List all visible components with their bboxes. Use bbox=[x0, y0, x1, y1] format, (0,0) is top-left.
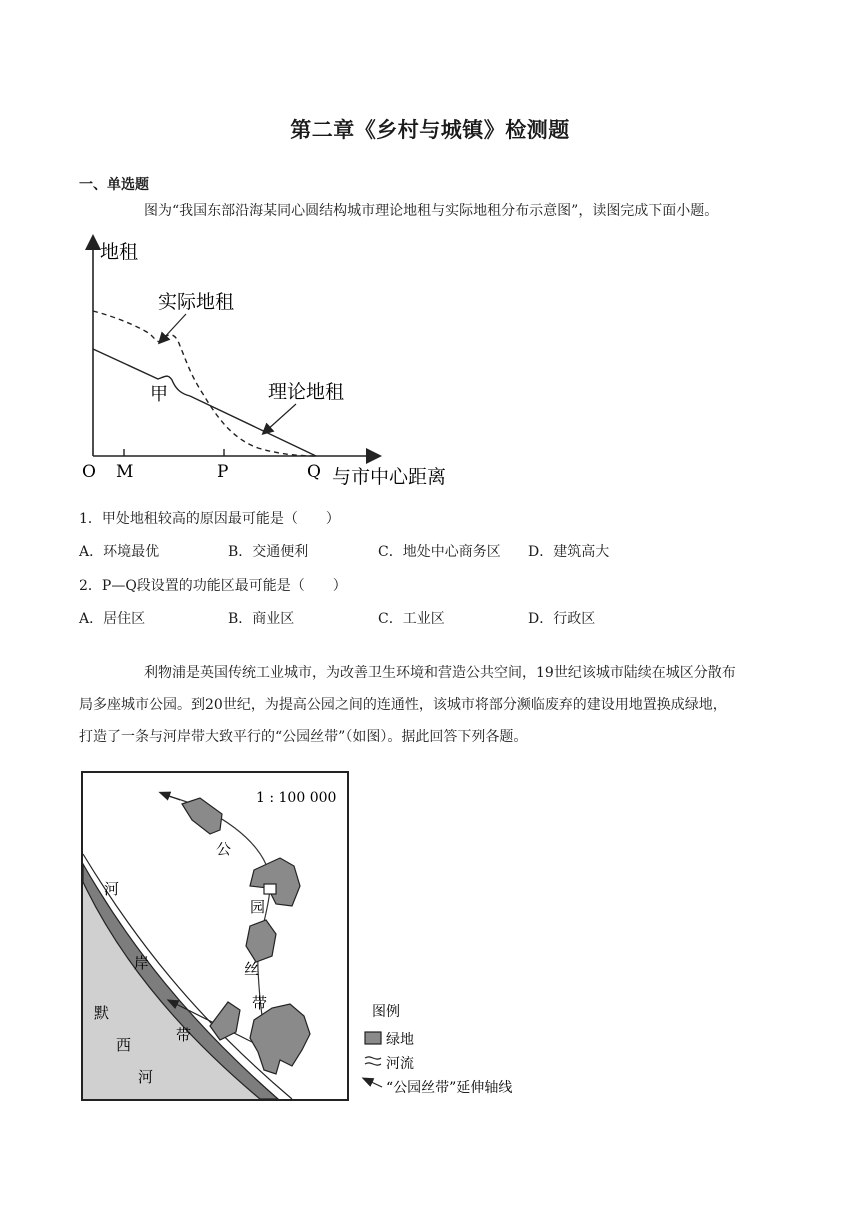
theory-rent-label: 理论地租 bbox=[268, 381, 345, 403]
theory-pointer bbox=[266, 404, 296, 431]
intro-paragraph-2-line-2: 局多座城市公园。到20世纪，为提高公园之间的连通性，该城市将部分濒临废弃的建设用地置换成绿地， bbox=[79, 697, 727, 713]
q1-option-c[interactable]: C．地处中心商务区 bbox=[378, 544, 501, 560]
section-heading: 一、单选题 bbox=[79, 177, 149, 193]
origin-label: O bbox=[82, 462, 96, 482]
bank-char-2: 岸 bbox=[134, 954, 150, 972]
ribbon-char-4: 带 bbox=[252, 994, 268, 1012]
rent-diagram bbox=[78, 234, 478, 496]
intro-paragraph-2-line-3: 打造了一条与河岸带大致平行的“公园丝带”（如图）。据此回答下列各题。 bbox=[79, 729, 528, 745]
y-axis-label: 地租 bbox=[100, 241, 139, 263]
q2-option-b[interactable]: B．商业区 bbox=[228, 611, 295, 627]
tick-label-m: M bbox=[116, 462, 134, 482]
ribbon-char-2: 园 bbox=[250, 898, 266, 916]
legend-river-swatch bbox=[365, 1057, 381, 1065]
map-scale: 1 : 100 000 bbox=[256, 790, 337, 806]
river-char-2: 西 bbox=[116, 1036, 132, 1054]
legend-axis-label: “公园丝带”延伸轴线 bbox=[386, 1080, 513, 1096]
bank-char-3: 带 bbox=[176, 1026, 192, 1044]
q1-option-b[interactable]: B．交通便利 bbox=[228, 544, 309, 560]
x-axis-label: 与市中心距离 bbox=[332, 466, 447, 488]
q2-option-d[interactable]: D．行政区 bbox=[528, 611, 596, 627]
legend-green-label: 绿地 bbox=[386, 1032, 414, 1048]
ribbon-char-3: 丝 bbox=[244, 960, 260, 978]
q2-option-a[interactable]: A．居住区 bbox=[79, 611, 146, 627]
jia-label: 甲 bbox=[150, 384, 168, 405]
park-ribbon-map bbox=[80, 770, 560, 1106]
tick-label-q: Q bbox=[307, 462, 321, 482]
q1-option-d[interactable]: D．建筑高大 bbox=[528, 544, 610, 560]
river-char-3: 河 bbox=[138, 1068, 154, 1086]
legend-axis-swatch bbox=[367, 1080, 382, 1087]
bank-char-1: 河 bbox=[104, 880, 120, 898]
map-legend bbox=[365, 1004, 512, 1096]
legend-green-swatch bbox=[365, 1032, 381, 1044]
q2-option-c[interactable]: C．工业区 bbox=[378, 611, 445, 627]
q1-option-a[interactable]: A．环境最优 bbox=[79, 544, 160, 560]
legend-river-label: 河流 bbox=[386, 1056, 414, 1072]
tick-label-p: P bbox=[217, 462, 229, 482]
intro-paragraph-1: 图为“我国东部沿海某同心圆结构城市理论地租与实际地租分布示意图”，读图完成下面小题。 bbox=[144, 203, 719, 219]
intro-paragraph-2-line-1: 利物浦是英国传统工业城市，为改善卫生环境和营造公共空间，19世纪该城市陆续在城区分散布 bbox=[144, 665, 736, 681]
page-title: 第二章《乡村与城镇》检测题 bbox=[290, 118, 570, 142]
question-1: 1．甲处地租较高的原因最可能是（ ） bbox=[79, 511, 340, 527]
ribbon-char-1: 公 bbox=[216, 840, 232, 858]
actual-rent-label: 实际地租 bbox=[158, 291, 235, 313]
river-char-1: 默 bbox=[94, 1004, 110, 1022]
legend-title: 图例 bbox=[372, 1004, 400, 1020]
question-2: 2．P—Q段设置的功能区最可能是（ ） bbox=[79, 578, 347, 594]
